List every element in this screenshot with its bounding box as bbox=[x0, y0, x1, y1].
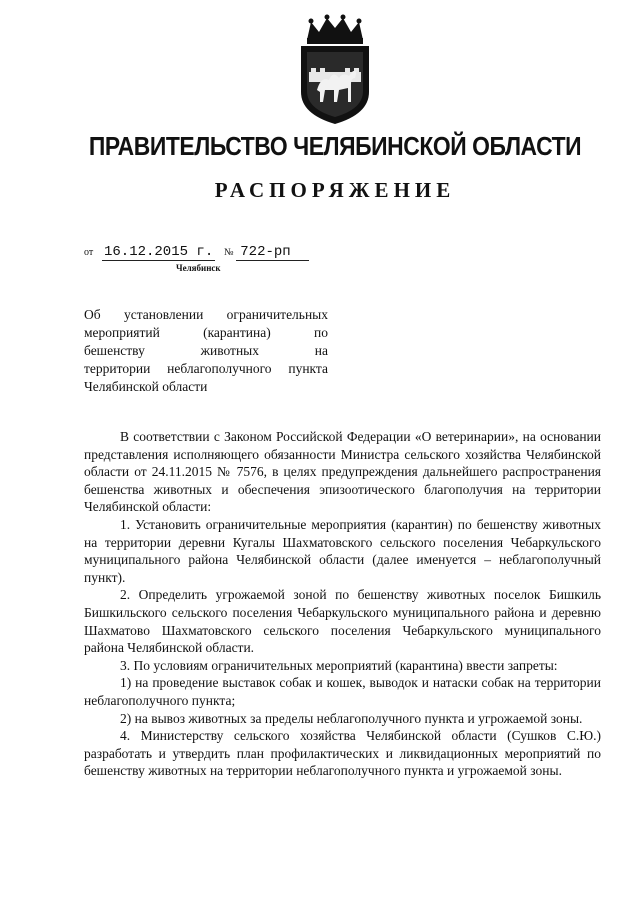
city-label: Челябинск bbox=[176, 263, 221, 273]
from-label: от bbox=[84, 247, 94, 258]
subject-line: мероприятий (карантина) по bbox=[84, 325, 328, 340]
number-label: № bbox=[223, 247, 234, 258]
body-paragraph: 1. Установить ограничительные мероприятия (карантин) по бешенству животных на территории деревни Кугалы Шахматовского сельского поселения Чебаркульского муниципального района Челябинской области (далее именуется – неблагополучный пункт). bbox=[84, 516, 601, 585]
document-date: 16.12.2015 г. bbox=[104, 244, 214, 260]
subject-line: Челябинской области bbox=[84, 379, 208, 394]
document-type: РАСПОРЯЖЕНИЕ bbox=[214, 178, 456, 202]
body-paragraph: В соответствии с Законом Российской Федерации «О ветеринарии», на основании представления исполняющего обязанности Министра сельского хозяйства Челябинской области от 24.11.2015 № 7576, в целях предупреждения дальнейшего распространения бешенства животных и обеспечения эпизоотического благополучия на территории Челябинской области: bbox=[84, 429, 601, 515]
body-paragraph: 2) на вывоз животных за пределы неблагополучного пункта и угрожаемой зоны. bbox=[120, 710, 583, 726]
body-paragraph: 2. Определить угрожаемой зоной по бешенству животных поселок Бишкиль Бишкильского сельского поселения Чебаркульского муниципального района и деревню Шахматово Шахматовского сельского поселения Чебаркульского муниципального района Челябинской области. bbox=[84, 587, 601, 656]
subject-line: бешенству животных на bbox=[84, 343, 328, 358]
subject-line: Об установлении ограничительных bbox=[84, 307, 328, 322]
document-subject bbox=[84, 306, 328, 396]
government-title: ПРАВИТЕЛЬСТВО ЧЕЛЯБИНСКОЙ ОБЛАСТИ bbox=[88, 131, 582, 161]
document-number: 722-рп bbox=[236, 244, 308, 261]
coat-of-arms-icon bbox=[293, 14, 377, 126]
body-paragraph: 3. По условиям ограничительных мероприятий (карантина) ввести запреты: bbox=[120, 657, 558, 673]
body-paragraph: 1) на проведение выставок собак и кошек, выводок и натаски собак на территории неблагополучного пункта; bbox=[84, 675, 601, 708]
body-paragraph: 4. Министерству сельского хозяйства Челябинской области (Сушков С.Ю.) разработать и утвердить план профилактических и ликвидационных мероприятий по бешенству животных на территории неблагополучного пункта и угрожаемой зоны. bbox=[84, 728, 601, 779]
document-body bbox=[84, 428, 601, 780]
subject-line: территории неблагополучного пункта bbox=[84, 361, 328, 376]
